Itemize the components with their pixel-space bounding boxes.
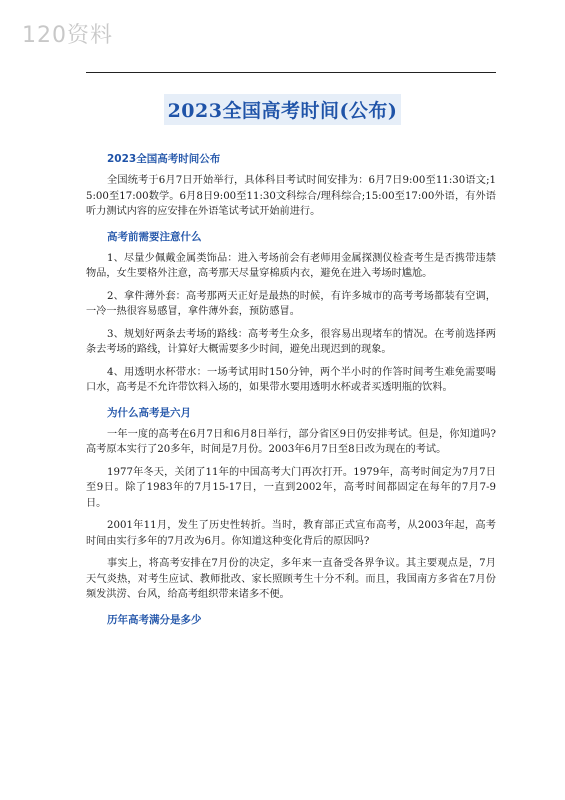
paragraph: 事实上，将高考安排在7月份的决定，多年来一直备受各界争议。其主要观点是，7月天气炎热，对考生应试、教师批改、家长照顾考生十分不利。而且，我国南方多省在7月份频发洪涝、台风，给高考组织带来诸多不便。 [86,558,496,600]
watermark: 120资料 [22,23,113,48]
paragraph: 一年一度的高考在6月7日和6月8日举行，部分省区9日仍安排考试。但是，你知道吗?高考原本实行了20多年，时间是7月份。2003年6月7日至8日改为现在的考试。 [86,428,496,455]
section-heading: 高考前需要注意什么 [107,230,202,243]
header-rule [86,72,496,73]
paragraph: 4、用透明水杯带水：一场考试用时150分钟，两个半小时的作答时间考生难免需要喝口水，高考是不允许带饮料入场的，如果带水要用透明水杯或者买透明瓶的饮料。 [86,366,496,393]
paragraph: 1、尽量少佩戴金属类饰品：进入考场前会有老师用金属探测仪检查考生是否携带违禁物品，女生要格外注意，高考那天尽量穿棉质内衣，避免在进入考场时尴尬。 [86,252,496,279]
title-container [0,94,565,125]
paragraph: 1977年冬天，关闭了11年的中国高考大门再次打开。1979年，高考时间定为7月7日至9日。除了1983年的7月15-17日，一直到2002年，高考时间都固定在每年的7月7-9日。 [86,466,496,509]
document-body [86,152,496,634]
section-heading: 2023全国高考时间公布 [107,153,221,165]
paragraph: 3、规划好两条去考场的路线：高考考生众多，很容易出现堵车的情况。在考前选择两条去考场的路线，计算好大概需要多少时间，避免出现迟到的现象。 [86,328,496,355]
paragraph: 2001年11月，发生了历史性转折。当时，教育部正式宣布高考，从2003年起，高考时间由实行多年的7月改为6月。你知道这种变化背后的原因吗? [86,520,496,547]
paragraph: 全国统考于6月7日开始举行，具体科目考试时间安排为：6月7日9:00至11:30语文;15:00至17:00数学。6月8日9:00至11:30文科综合/理科综合;15:00至17:00外语，有外语听力测试内容的应安排在外语笔试考试开始前进行。 [86,175,496,217]
section-heading: 历年高考满分是多少 [107,613,202,626]
document-title: 2023全国高考时间(公布) [164,94,402,125]
section-heading: 为什么高考是六月 [107,406,191,419]
paragraph: 2、拿件薄外套：高考那两天正好是最热的时候，有许多城市的高考考场都装有空调，一冷一热很容易感冒，拿件薄外套，预防感冒。 [86,290,496,317]
